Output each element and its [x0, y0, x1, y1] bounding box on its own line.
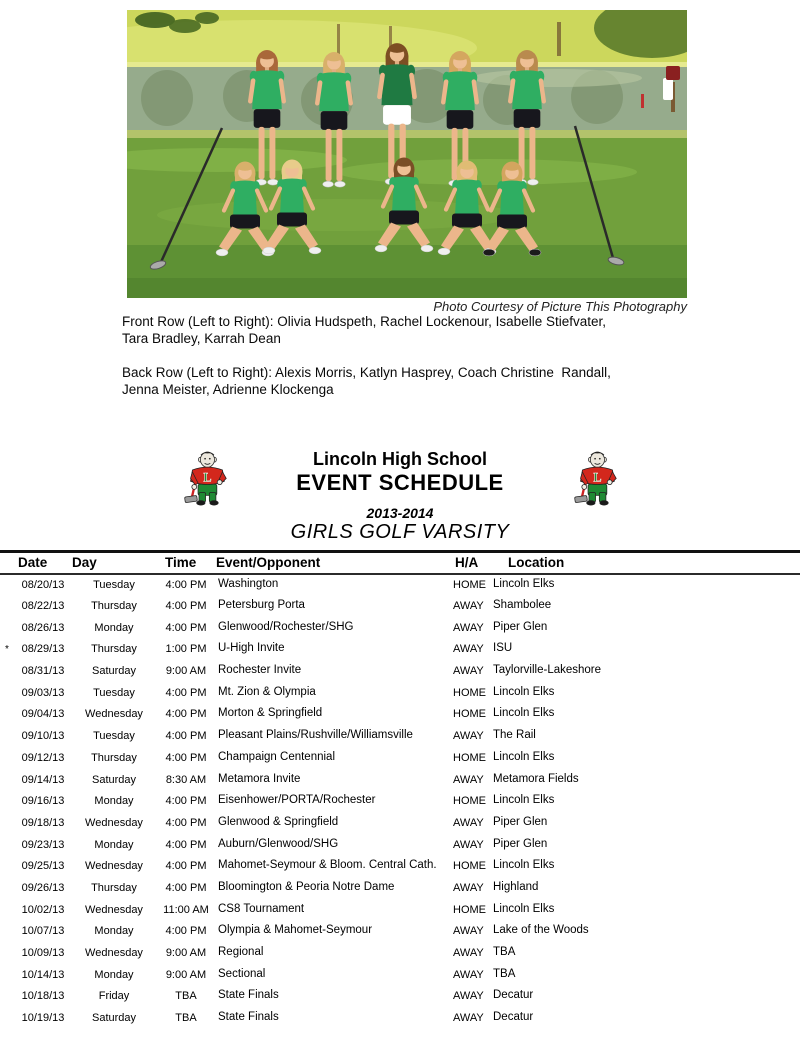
row-time: 4:00 PM	[165, 860, 207, 873]
row-home-away: HOME	[453, 578, 486, 591]
col-header-home-away: H/A	[455, 555, 479, 571]
row-location: Lincoln Elks	[493, 794, 555, 807]
row-event: Regional	[218, 946, 264, 959]
schedule-row	[0, 899, 800, 921]
row-home-away: AWAY	[453, 621, 484, 634]
row-location: Piper Glen	[493, 620, 548, 633]
schedule-header-row	[0, 552, 800, 574]
row-marker	[0, 660, 14, 682]
row-day: Thursday	[91, 881, 137, 894]
row-date: 09/10/13	[21, 730, 65, 743]
row-day: Wednesday	[85, 860, 143, 873]
row-location: Taylorville-Lakeshore	[493, 664, 602, 677]
row-location: Decatur	[493, 1011, 534, 1024]
row-date: 09/26/13	[21, 881, 65, 894]
row-home-away: HOME	[453, 686, 486, 699]
row-home-away: AWAY	[453, 643, 484, 656]
row-location: Lake of the Woods	[493, 924, 589, 937]
row-event: Petersburg Porta	[218, 599, 305, 612]
row-time: 4:00 PM	[165, 578, 207, 591]
row-event: Rochester Invite	[218, 664, 302, 677]
row-marker: *	[5, 643, 9, 655]
row-day: Wednesday	[85, 816, 143, 829]
row-home-away: AWAY	[453, 773, 484, 786]
row-date: 08/22/13	[21, 600, 65, 613]
row-day: Wednesday	[85, 947, 143, 960]
row-marker	[0, 834, 14, 856]
row-location: Lincoln Elks	[493, 750, 555, 763]
row-marker	[0, 986, 14, 1008]
row-date: 10/02/13	[21, 903, 65, 916]
row-home-away: AWAY	[453, 816, 484, 829]
row-time: 4:00 PM	[165, 795, 207, 808]
row-event: Glenwood & Springfield	[218, 815, 339, 828]
row-event: Champaign Centennial	[218, 750, 335, 763]
row-location: TBA	[493, 946, 516, 959]
row-time: TBA	[175, 1012, 197, 1025]
row-home-away: AWAY	[453, 600, 484, 613]
row-date: 09/04/13	[21, 708, 65, 721]
row-time: 4:00 PM	[165, 816, 207, 829]
row-event: Metamora Invite	[218, 772, 301, 785]
row-time: 4:00 PM	[165, 838, 207, 851]
row-marker	[0, 595, 14, 617]
row-event: Auburn/Glenwood/SHG	[218, 837, 339, 850]
row-time: 8:30 AM	[165, 773, 207, 786]
row-marker	[0, 682, 14, 704]
row-day: Saturday	[91, 773, 137, 786]
row-date: 10/14/13	[21, 968, 65, 981]
row-location: The Rail	[493, 729, 536, 742]
season-label: 2013-2014	[366, 505, 434, 521]
schedule-table	[0, 550, 800, 1029]
schedule-row	[0, 942, 800, 964]
row-location: Metamora Fields	[493, 772, 579, 785]
col-header-marker	[0, 552, 14, 574]
schedule-row	[0, 986, 800, 1008]
row-event: State Finals	[218, 1011, 279, 1024]
row-home-away: AWAY	[453, 881, 484, 894]
schedule-row	[0, 660, 800, 682]
row-day: Thursday	[91, 600, 137, 613]
row-time: 9:00 AM	[165, 947, 207, 960]
row-location: Lincoln Elks	[493, 685, 555, 698]
row-marker	[0, 769, 14, 791]
row-marker	[0, 747, 14, 769]
row-location: TBA	[493, 967, 516, 980]
schedule-row	[0, 747, 800, 769]
row-date: 10/19/13	[21, 1012, 65, 1025]
back-row-line-2: Jenna Meister, Adrienne Klockenga	[122, 382, 334, 397]
schedule-row	[0, 790, 800, 812]
school-name: Lincoln High School	[313, 449, 487, 469]
row-day: Wednesday	[85, 903, 143, 916]
front-row-line-1: Front Row (Left to Right): Olivia Hudspeth, Rachel Lockenour, Isabelle Stiefvater,	[122, 314, 606, 329]
row-time: 4:00 PM	[165, 925, 207, 938]
row-marker	[0, 812, 14, 834]
row-event: Morton & Springfield	[218, 707, 323, 720]
row-event: Sectional	[218, 967, 266, 980]
schedule-row	[0, 921, 800, 943]
row-day: Thursday	[91, 751, 137, 764]
row-day: Saturday	[91, 665, 137, 678]
schedule-body	[0, 574, 800, 1029]
schedule-row	[0, 769, 800, 791]
row-time: 4:00 PM	[165, 686, 207, 699]
row-home-away: AWAY	[453, 665, 484, 678]
back-row-line-1: Back Row (Left to Right): Alexis Morris, Katlyn Hasprey, Coach Christine Randall,	[122, 365, 611, 380]
row-location: ISU	[493, 642, 513, 655]
row-event: Eisenhower/PORTA/Rochester	[218, 794, 376, 807]
schedule-row	[0, 812, 800, 834]
row-time: 1:00 PM	[165, 643, 207, 656]
col-header-location: Location	[508, 555, 565, 571]
front-row-caption	[122, 313, 702, 347]
row-home-away: HOME	[453, 903, 486, 916]
row-time: 4:00 PM	[165, 708, 207, 721]
row-event: Glenwood/Rochester/SHG	[218, 620, 354, 633]
row-event: Mahomet-Seymour & Bloom. Central Cath.	[218, 859, 437, 872]
row-date: 08/20/13	[21, 578, 65, 591]
row-home-away: AWAY	[453, 925, 484, 938]
row-time: 11:00 AM	[163, 903, 209, 916]
event-schedule-title: EVENT SCHEDULE	[296, 470, 504, 495]
row-time: 9:00 AM	[165, 968, 207, 981]
team-photo	[127, 10, 687, 298]
row-date: 08/26/13	[21, 621, 65, 634]
row-marker	[0, 617, 14, 639]
schedule-row	[0, 964, 800, 986]
schedule-row	[0, 704, 800, 726]
photo-credit: Photo Courtesy of Picture This Photography	[433, 299, 687, 314]
row-home-away: AWAY	[453, 1012, 484, 1025]
schedule-row	[0, 725, 800, 747]
row-event: Pleasant Plains/Rushville/Williamsville	[218, 729, 413, 742]
row-event: Mt. Zion & Olympia	[218, 685, 316, 698]
schedule-row	[0, 595, 800, 617]
svg-text:L: L	[593, 470, 602, 485]
row-marker	[0, 790, 14, 812]
row-marker	[0, 855, 14, 877]
row-time: 4:00 PM	[165, 881, 207, 894]
row-day: Tuesday	[93, 686, 135, 699]
row-location: Shambolee	[493, 599, 552, 612]
row-event: U-High Invite	[218, 642, 285, 655]
row-location: Highland	[493, 880, 539, 893]
row-date: 08/31/13	[21, 665, 65, 678]
schedule-row	[0, 639, 800, 661]
row-day: Saturday	[91, 1012, 137, 1025]
row-location: Lincoln Elks	[493, 902, 555, 915]
row-location: Piper Glen	[493, 815, 548, 828]
schedule-row	[0, 574, 800, 596]
row-marker	[0, 1007, 14, 1029]
row-location: Lincoln Elks	[493, 859, 555, 872]
svg-text:L: L	[203, 470, 212, 485]
row-event: Olympia & Mahomet-Seymour	[218, 924, 373, 937]
row-time: 9:00 AM	[165, 665, 207, 678]
col-header-event: Event/Opponent	[216, 555, 321, 571]
row-day: Monday	[94, 838, 134, 851]
row-home-away: AWAY	[453, 730, 484, 743]
row-home-away: HOME	[453, 751, 486, 764]
row-day: Tuesday	[93, 730, 135, 743]
col-header-day: Day	[72, 555, 97, 571]
row-marker	[0, 877, 14, 899]
row-date: 09/23/13	[21, 838, 65, 851]
schedule-row	[0, 682, 800, 704]
row-day: Monday	[94, 621, 134, 634]
row-date: 10/09/13	[21, 947, 65, 960]
team-label: GIRLS GOLF VARSITY	[290, 521, 510, 543]
back-row-caption	[122, 364, 702, 398]
row-home-away: AWAY	[453, 838, 484, 851]
col-header-date: Date	[18, 555, 48, 571]
row-day: Monday	[94, 795, 134, 808]
row-day: Friday	[98, 990, 130, 1003]
row-date: 09/12/13	[21, 751, 65, 764]
col-header-time: Time	[165, 555, 197, 571]
mascot-right-icon	[573, 448, 620, 507]
row-day: Tuesday	[93, 578, 135, 591]
row-marker	[0, 921, 14, 943]
row-date: 10/07/13	[21, 925, 65, 938]
row-event: State Finals	[218, 989, 279, 1002]
masthead	[0, 446, 800, 551]
row-marker	[0, 725, 14, 747]
row-time: 4:00 PM	[165, 621, 207, 634]
row-date: 08/29/13	[21, 643, 65, 656]
row-day: Monday	[94, 925, 134, 938]
row-marker	[0, 964, 14, 986]
row-home-away: HOME	[453, 795, 486, 808]
row-home-away: AWAY	[453, 990, 484, 1003]
row-marker	[0, 704, 14, 726]
schedule-row	[0, 834, 800, 856]
row-date: 10/18/13	[21, 990, 65, 1003]
row-day: Wednesday	[85, 708, 143, 721]
row-marker	[0, 942, 14, 964]
row-date: 09/25/13	[21, 860, 65, 873]
row-home-away: HOME	[453, 708, 486, 721]
row-location: Lincoln Elks	[493, 577, 555, 590]
front-row-line-2: Tara Bradley, Karrah Dean	[122, 331, 281, 346]
row-time: 4:00 PM	[165, 730, 207, 743]
row-location: Lincoln Elks	[493, 707, 555, 720]
row-home-away: AWAY	[453, 968, 484, 981]
team-photo-illustration	[127, 10, 687, 298]
row-home-away: AWAY	[453, 947, 484, 960]
schedule-row	[0, 1007, 800, 1029]
row-time: TBA	[175, 990, 197, 1003]
row-event: Bloomington & Peoria Notre Dame	[218, 880, 395, 893]
row-event: CS8 Tournament	[218, 902, 305, 915]
row-date: 09/03/13	[21, 686, 65, 699]
schedule-row	[0, 877, 800, 899]
schedule-row	[0, 855, 800, 877]
row-time: 4:00 PM	[165, 600, 207, 613]
row-time: 4:00 PM	[165, 751, 207, 764]
row-marker	[0, 899, 14, 921]
row-day: Monday	[94, 968, 134, 981]
row-marker	[0, 574, 14, 596]
row-home-away: HOME	[453, 860, 486, 873]
row-date: 09/14/13	[21, 773, 65, 786]
row-location: Piper Glen	[493, 837, 548, 850]
row-date: 09/18/13	[21, 816, 65, 829]
schedule-row	[0, 617, 800, 639]
row-day: Thursday	[91, 643, 137, 656]
row-event: Washington	[218, 577, 279, 590]
row-location: Decatur	[493, 989, 534, 1002]
row-date: 09/16/13	[21, 795, 65, 808]
